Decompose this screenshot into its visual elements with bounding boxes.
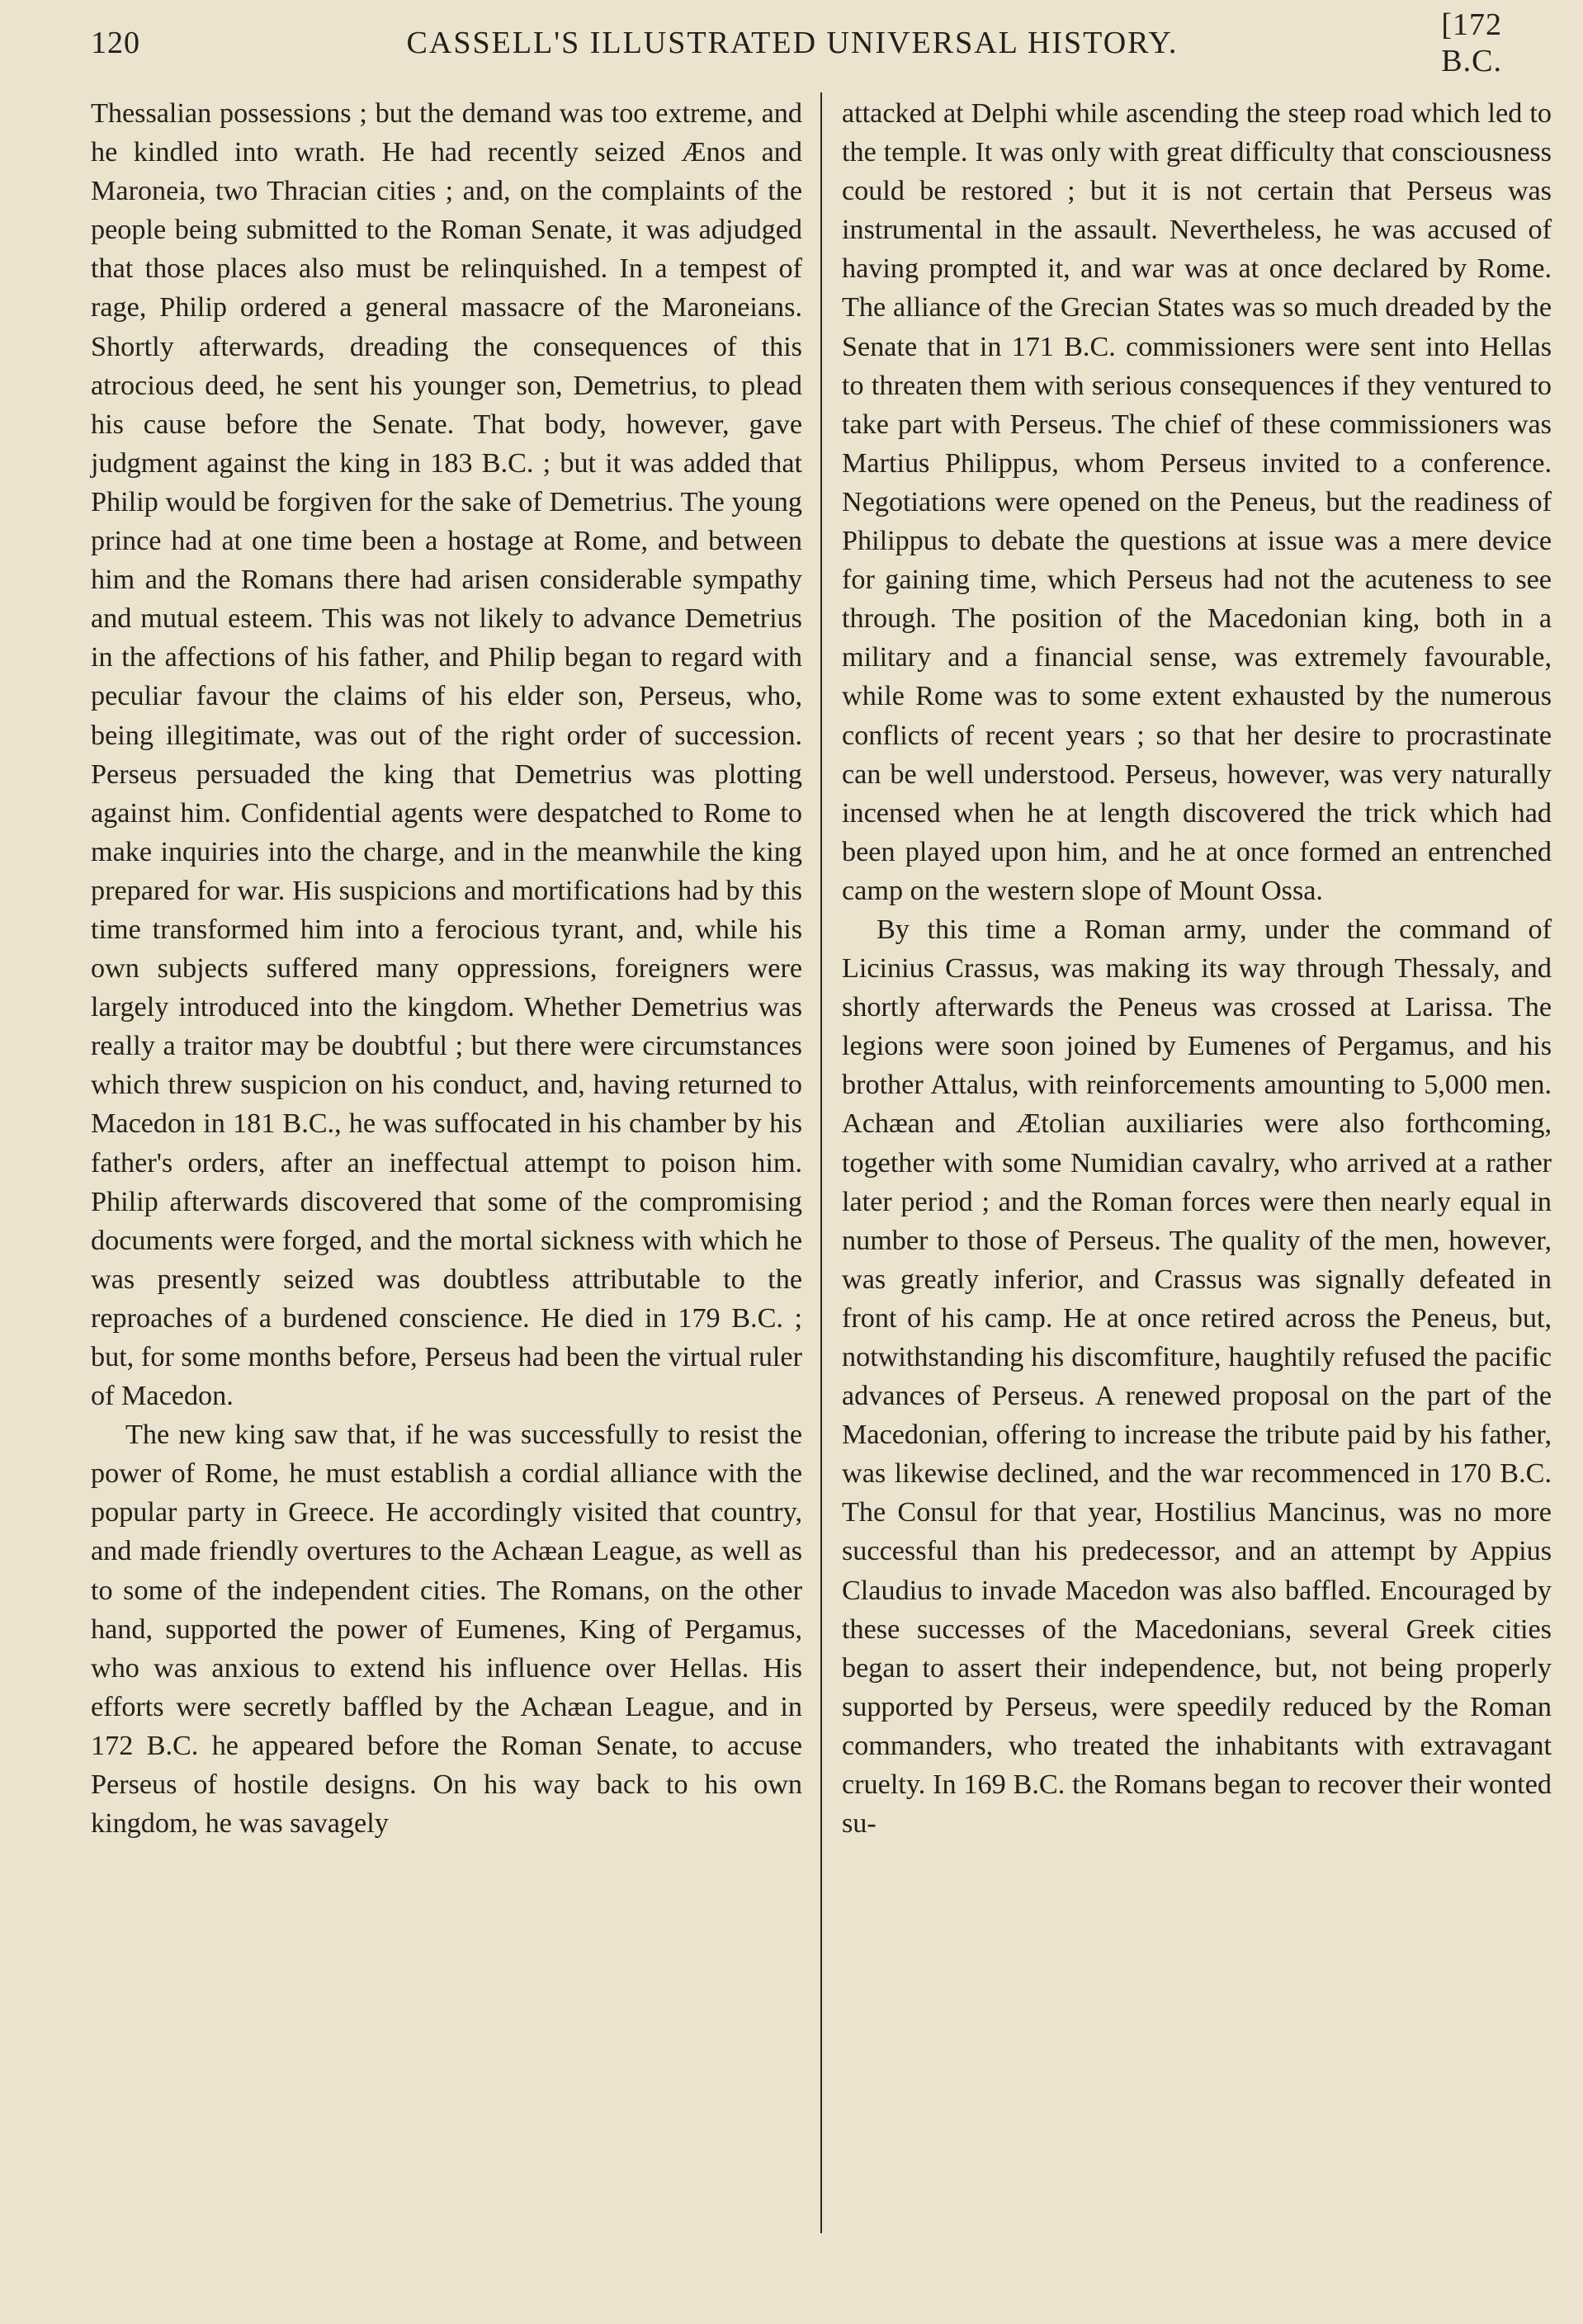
right-text-column [842, 94, 1552, 2240]
date-range: [172 B.C. [1441, 7, 1502, 78]
right-paragraph-1: attacked at Delphi while ascending the steep road which led to the temple. It was only with great difficulty that consciousness could be restored ; but it is not certain that Perseus was instrumental in the assault. Nevertheless, he was accused of having prompted it, and war was at once declared by Rome. The alliance of the Grecian States was so much dreaded by the Senate that in 171 B.C. commissioners were sent into Hellas to threaten them with serious consequences if they ventured to take part with Perseus. The chief of these commissioners was Martius Philippus, whom Perseus invited to a conference. Negotiations were opened on the Peneus, but the readiness of Philippus to debate the questions at issue was a mere device for gaining time, which Perseus had not the acuteness to see through. The position of the Macedonian king, both in a military and a financial sense, was extremely favourable, while Rome was to some extent exhausted by the numerous conflicts of recent years ; so that her desire to procrastinate can be well understood. Perseus, however, was very naturally incensed when he at length discovered the trick which had been played upon him, and he at once formed an entrenched camp on the western slope of Mount Ossa. [842, 98, 1552, 906]
right-paragraph-2: By this time a Roman army, under the command of Licinius Crassus, was making its way through Thessaly, and shortly afterwards the Peneus was crossed at Larissa. The legions were soon joined by Eumenes of Pergamus, and his brother Attalus, with reinforcements amounting to 5,000 men. Achæan and Ætolian auxiliaries were also forthcoming, together with some Numidian cavalry, who arrived at a rather later period ; and the Roman forces were then nearly equal in number to those of Perseus. The quality of the men, however, was greatly inferior, and Crassus was signally defeated in front of his camp. He at once retired across the Peneus, but, notwithstanding his discomfiture, haughtily refused the pacific advances of Perseus. A renewed proposal on the part of the Macedonian, offering to increase the tribute paid by his father, was likewise declined, and the war recommenced in 170 B.C. The Consul for that year, Hostilius Mancinus, was no more successful than his predecessor, and an attempt by Appius Claudius to invade Macedon was also baffled. Encouraged by these successes of the Macedonians, several Greek cities began to assert their independence, but, not being properly supported by Perseus, were speedily reduced by the Roman commanders, who treated the inhabitants with extravagant cruelty. In 169 B.C. the Romans began to recover their wonted su- [842, 914, 1552, 1840]
left-text-column [91, 94, 802, 2240]
left-paragraph-1: Thessalian possessions ; but the demand was too extreme, and he kindled into wrath. He had recently seized Ænos and Maroneia, two Thracian cities ; and, on the complaints of the people being submitted to the Roman Senate, it was adjudged that those places also must be relinquished. In a tempest of rage, Philip ordered a general massacre of the Maroneians. Shortly afterwards, dreading the consequences of this atrocious deed, he sent his younger son, Demetrius, to plead his cause before the Senate. That body, however, gave judgment against the king in 183 B.C. ; but it was added that Philip would be forgiven for the sake of Demetrius. The young prince had at one time been a hostage at Rome, and between him and the Romans there had arisen considerable sympathy and mutual esteem. This was not likely to advance Demetrius in the affections of his father, and Philip began to regard with peculiar favour the claims of his elder son, Perseus, who, being illegitimate, was out of the right order of succession. Perseus persuaded the king that Demetrius was plotting against him. Confidential agents were despatched to Rome to make inquiries into the charge, and in the meanwhile the king prepared for war. His suspicions and mortifications had by this time transformed him into a ferocious tyrant, and, while his own subjects suffered many oppressions, foreigners were largely introduced into the kingdom. Whether Demetrius was really a traitor may be doubtful ; but there were circumstances which threw suspicion on his conduct, and, having returned to Macedon in 181 B.C., he was suffocated in his chamber by his father's orders, after an ineffectual attempt to poison him. Philip afterwards discovered that some of the compromising documents were forged, and the mortal sickness with which he was presently seized was doubtless attributable to the reproaches of a burdened conscience. He died in 179 B.C. ; but, for some months before, Perseus had been the virtual ruler of Macedon. [91, 98, 802, 1412]
left-paragraph-2: The new king saw that, if he was successfully to resist the power of Rome, he must establish a cordial alliance with the popular party in Greece. He accordingly visited that country, and made friendly overtures to the Achæan League, as well as to some of the independent cities. The Romans, on the other hand, supported the power of Eumenes, King of Pergamus, who was anxious to extend his influence over Hellas. His efforts were secretly baffled by the Achæan League, and in 172 B.C. he appeared before the Roman Senate, to accuse Perseus of hostile designs. On his way back to his own kingdom, he was savagely [91, 1419, 802, 1840]
page-number: 120 [91, 26, 140, 60]
running-title: CASSELL'S ILLUSTRATED UNIVERSAL HISTORY. [406, 26, 1179, 60]
page-header [91, 7, 1502, 78]
column-divider [820, 92, 822, 2233]
